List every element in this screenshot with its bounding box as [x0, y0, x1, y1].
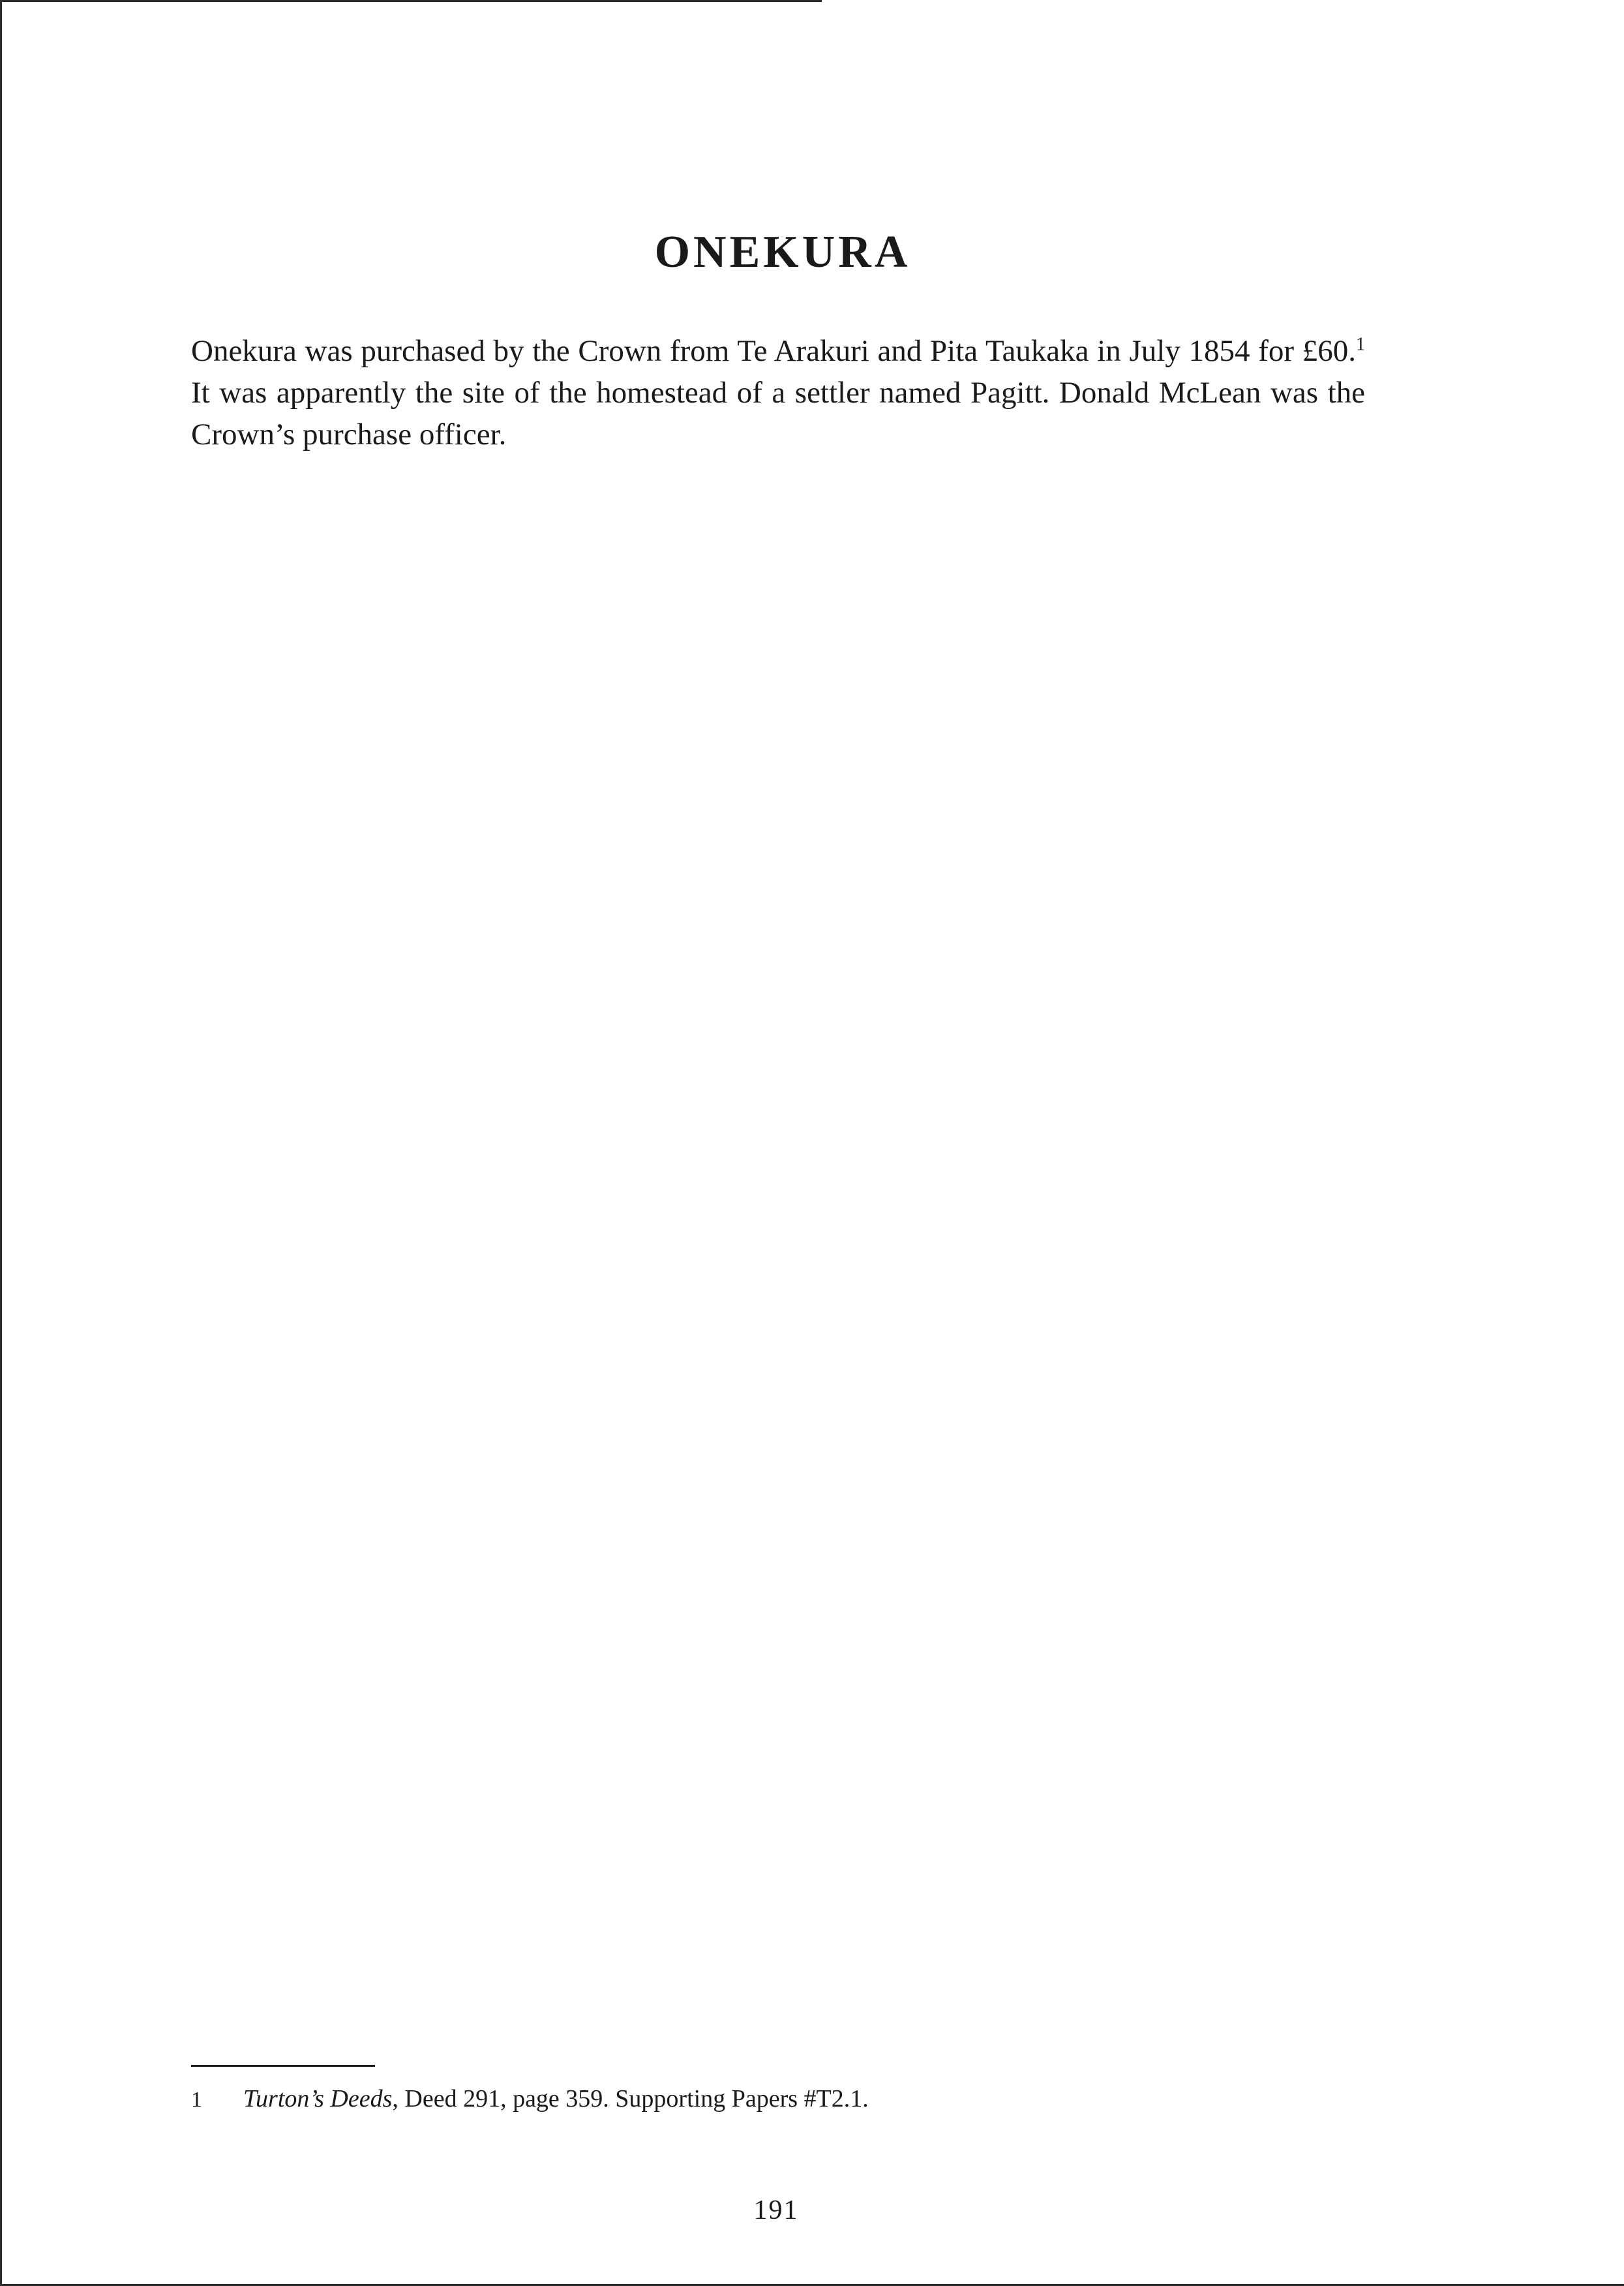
- body-paragraph: [191, 330, 1365, 455]
- footnote-source-details: , Deed 291, page 359. Supporting Papers #T2.1.: [392, 2085, 869, 2112]
- footnote-rule: [191, 2065, 375, 2067]
- page-number: 191: [753, 2195, 799, 2225]
- scan-edge-left: [0, 0, 2, 2286]
- footnote-number: 1: [191, 2088, 202, 2112]
- scan-edge-top: [0, 0, 822, 2]
- footnote: [191, 2082, 1365, 2116]
- footnote-source-title: Turton’s Deeds: [243, 2085, 393, 2112]
- paragraph-text-start: Onekura was purchased by the Crown from Te Arakuri and Pita Taukaka in July 1854 for £60.: [191, 334, 1356, 368]
- paragraph-text-end: It was apparently the site of the homestead of a settler named Pagitt. Donald McLean was the Crown’s purchase officer.: [191, 376, 1365, 451]
- footnote-reference[interactable]: 1: [1356, 334, 1365, 355]
- page-title: ONEKURA: [654, 227, 911, 277]
